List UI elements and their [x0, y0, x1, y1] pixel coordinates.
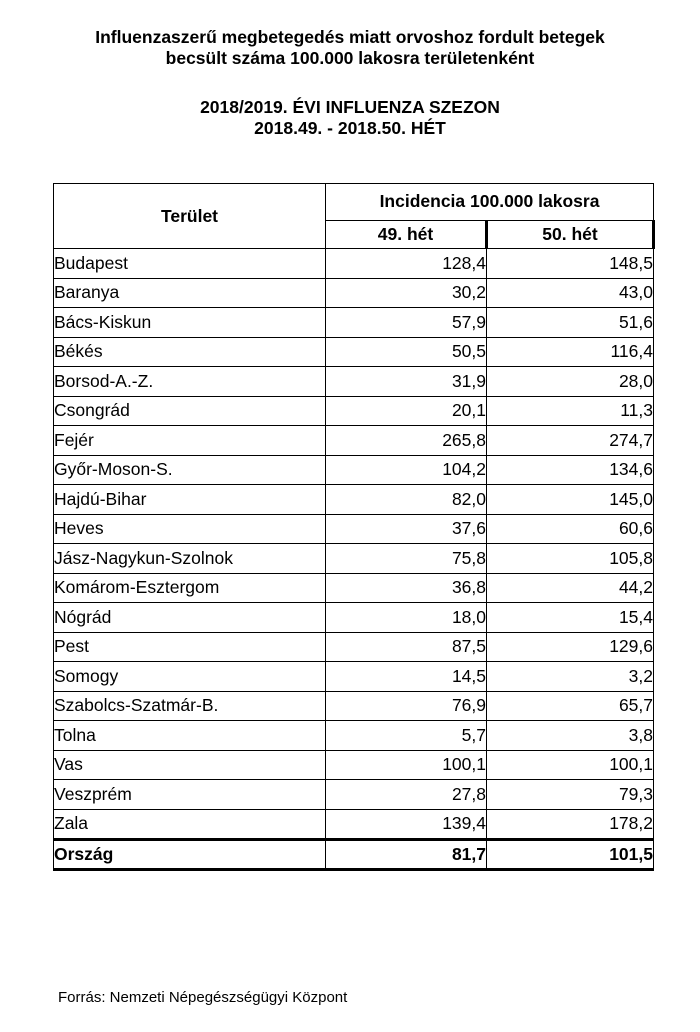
week-50-cell: 3,2	[487, 662, 654, 692]
area-cell: Hajdú-Bihar	[54, 485, 326, 515]
table-row	[54, 721, 654, 751]
table-body	[54, 249, 654, 840]
week-49-cell: 75,8	[326, 544, 487, 574]
week-49-cell: 14,5	[326, 662, 487, 692]
week-49-cell: 104,2	[326, 455, 487, 485]
week-50-cell: 79,3	[487, 780, 654, 810]
table-row	[54, 485, 654, 515]
area-cell: Békés	[54, 337, 326, 367]
week-50-cell: 43,0	[487, 278, 654, 308]
week-49-cell: 76,9	[326, 691, 487, 721]
total-week-49-cell: 81,7	[326, 840, 487, 870]
week-49-cell: 18,0	[326, 603, 487, 633]
week-49-cell: 27,8	[326, 780, 487, 810]
week-49-cell: 139,4	[326, 809, 487, 840]
table-row	[54, 750, 654, 780]
week-49-cell: 5,7	[326, 721, 487, 751]
season-title: 2018/2019. ÉVI INFLUENZA SZEZON	[200, 97, 500, 117]
title-line-2: becsült száma 100.000 lakosra területenként	[165, 48, 535, 68]
table-row	[54, 396, 654, 426]
table-row	[54, 337, 654, 367]
incidence-table	[53, 183, 655, 871]
table-row	[54, 249, 654, 279]
week-49-cell: 31,9	[326, 367, 487, 397]
week-49-cell: 82,0	[326, 485, 487, 515]
table-row	[54, 573, 654, 603]
week-49-cell: 36,8	[326, 573, 487, 603]
week-50-cell: 178,2	[487, 809, 654, 840]
table-row	[54, 809, 654, 840]
week-50-cell: 60,6	[487, 514, 654, 544]
area-cell: Jász-Nagykun-Szolnok	[54, 544, 326, 574]
title-line-1: Influenzaszerű megbetegedés miatt orvoshoz fordult betegek	[95, 27, 605, 47]
table-row	[54, 278, 654, 308]
week-50-cell: 134,6	[487, 455, 654, 485]
area-cell: Szabolcs-Szatmár-B.	[54, 691, 326, 721]
week-50-cell: 116,4	[487, 337, 654, 367]
week-49-cell: 20,1	[326, 396, 487, 426]
week-50-cell: 3,8	[487, 721, 654, 751]
area-cell: Nógrád	[54, 603, 326, 633]
column-header-incidence: Incidencia 100.000 lakosra	[326, 184, 654, 221]
column-header-area: Terület	[54, 184, 326, 249]
table-row	[54, 662, 654, 692]
table-row	[54, 308, 654, 338]
area-cell: Győr-Moson-S.	[54, 455, 326, 485]
week-49-cell: 37,6	[326, 514, 487, 544]
week-49-cell: 87,5	[326, 632, 487, 662]
table-row	[54, 603, 654, 633]
area-cell: Fejér	[54, 426, 326, 456]
column-header-week-50: 50. hét	[487, 220, 654, 248]
area-cell: Zala	[54, 809, 326, 840]
area-cell: Tolna	[54, 721, 326, 751]
week-50-cell: 100,1	[487, 750, 654, 780]
week-range-title: 2018.49. - 2018.50. HÉT	[254, 118, 446, 138]
table-row-total	[54, 840, 654, 870]
table-row	[54, 691, 654, 721]
week-50-cell: 51,6	[487, 308, 654, 338]
week-50-cell: 148,5	[487, 249, 654, 279]
week-50-cell: 274,7	[487, 426, 654, 456]
week-50-cell: 129,6	[487, 632, 654, 662]
total-area-cell: Ország	[54, 840, 326, 870]
week-50-cell: 44,2	[487, 573, 654, 603]
area-cell: Somogy	[54, 662, 326, 692]
week-50-cell: 28,0	[487, 367, 654, 397]
total-week-50-cell: 101,5	[487, 840, 654, 870]
table-row	[54, 632, 654, 662]
week-50-cell: 105,8	[487, 544, 654, 574]
column-header-week-49: 49. hét	[326, 220, 487, 248]
table-row	[54, 544, 654, 574]
table-row	[54, 455, 654, 485]
week-50-cell: 65,7	[487, 691, 654, 721]
table-row	[54, 426, 654, 456]
week-49-cell: 128,4	[326, 249, 487, 279]
table-row	[54, 780, 654, 810]
source-note: Forrás: Nemzeti Népegészségügyi Központ	[58, 989, 348, 1006]
week-49-cell: 50,5	[326, 337, 487, 367]
area-cell: Veszprém	[54, 780, 326, 810]
area-cell: Borsod-A.-Z.	[54, 367, 326, 397]
week-49-cell: 57,9	[326, 308, 487, 338]
week-50-cell: 145,0	[487, 485, 654, 515]
area-cell: Budapest	[54, 249, 326, 279]
area-cell: Baranya	[54, 278, 326, 308]
area-cell: Heves	[54, 514, 326, 544]
area-cell: Vas	[54, 750, 326, 780]
table-row	[54, 367, 654, 397]
area-cell: Pest	[54, 632, 326, 662]
week-49-cell: 265,8	[326, 426, 487, 456]
table-row	[54, 514, 654, 544]
area-cell: Komárom-Esztergom	[54, 573, 326, 603]
week-50-cell: 15,4	[487, 603, 654, 633]
week-49-cell: 100,1	[326, 750, 487, 780]
area-cell: Bács-Kiskun	[54, 308, 326, 338]
week-49-cell: 30,2	[326, 278, 487, 308]
week-50-cell: 11,3	[487, 396, 654, 426]
area-cell: Csongrád	[54, 396, 326, 426]
